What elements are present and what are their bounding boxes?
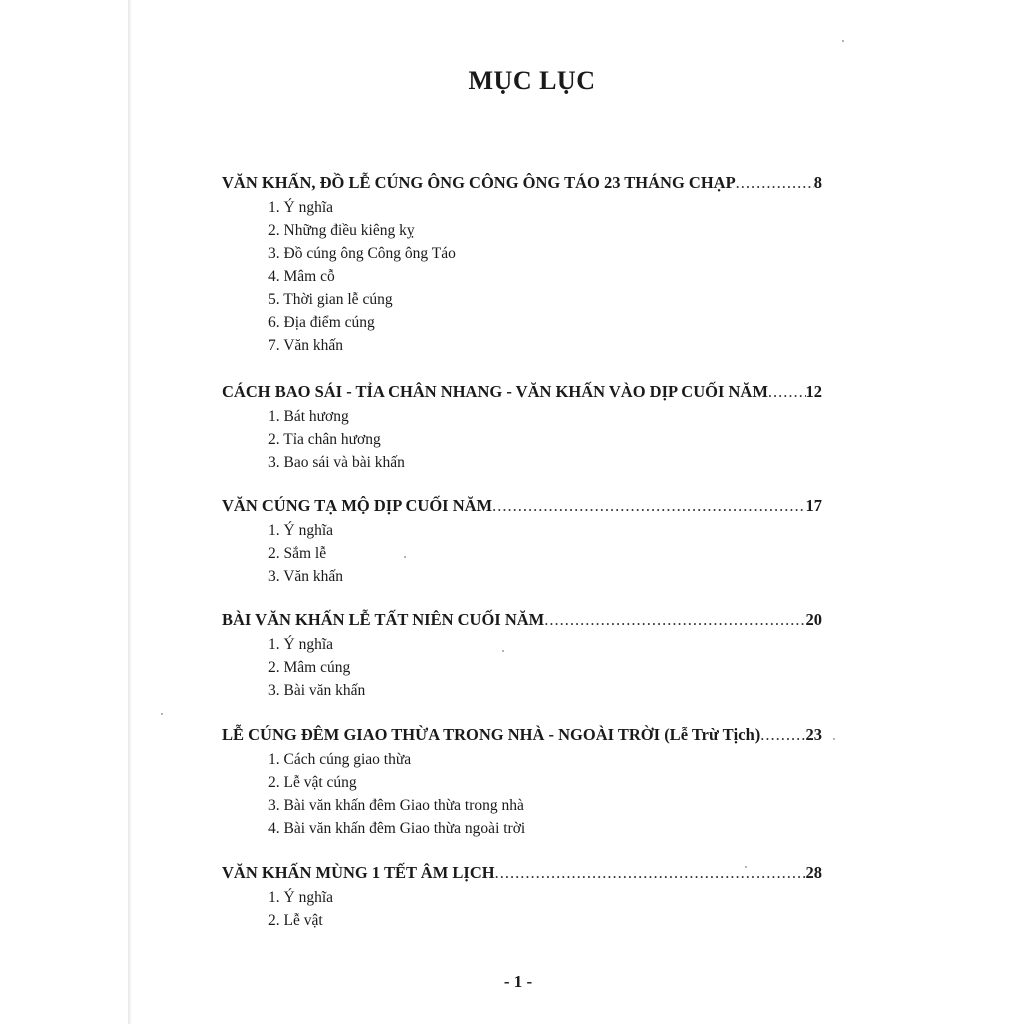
toc-item: 2. Những điều kiêng kỵ: [268, 222, 415, 239]
toc-page-number: 17: [805, 496, 822, 515]
scan-speck: [833, 738, 835, 740]
toc-item-list: [222, 519, 822, 588]
toc-item: 1. Ý nghĩa: [268, 199, 334, 216]
toc-heading: [222, 862, 822, 884]
toc-item: 1. Cách cúng giao thừa: [268, 751, 412, 768]
toc-heading: [222, 724, 822, 746]
toc-item-list: [222, 405, 822, 474]
toc-item-list: [222, 196, 822, 357]
toc-item: 2. Tỉa chân hương: [268, 431, 381, 448]
toc-section: [222, 495, 822, 588]
scan-speck: [404, 556, 406, 558]
toc-heading: [222, 172, 822, 194]
toc-item: 1. Ý nghĩa: [268, 636, 334, 653]
scan-speck: [161, 713, 163, 715]
toc-page-number: 28: [805, 863, 822, 882]
page-title: MỤC LỤC: [468, 66, 596, 95]
toc-section: [222, 609, 822, 702]
toc-item: 1. Ý nghĩa: [268, 522, 334, 539]
toc-page-number: 12: [805, 382, 822, 401]
scan-speck: [842, 40, 844, 42]
toc-item: 6. Địa điểm cúng: [268, 314, 375, 331]
toc-heading: [222, 381, 822, 403]
page-number-footer: - 1 -: [503, 972, 533, 991]
toc-item: 2. Sắm lễ: [268, 545, 327, 562]
scan-speck: [502, 650, 504, 652]
toc-page-number: 8: [813, 173, 822, 192]
toc-item: 4. Bài văn khấn đêm Giao thừa ngoài trời: [268, 820, 526, 837]
toc-section: [222, 724, 822, 840]
toc-item: 3. Bao sái và bài khấn: [268, 454, 405, 471]
toc-leader: [736, 172, 814, 194]
toc-item: 1. Ý nghĩa: [268, 889, 334, 906]
toc-heading-text: VĂN KHẤN MÙNG 1 TẾT ÂM LỊCH: [222, 863, 495, 882]
toc-leader: [760, 724, 805, 746]
toc-section: [222, 381, 822, 474]
toc-item: 3. Bài văn khấn: [268, 682, 366, 699]
toc-page-number: 20: [805, 610, 822, 629]
toc-leader: [495, 862, 806, 884]
toc-heading: [222, 495, 822, 517]
page-edge-shadow: [128, 0, 132, 1024]
toc-item: 5. Thời gian lễ cúng: [268, 291, 393, 308]
toc-item-list: [222, 633, 822, 702]
toc-heading-text: BÀI VĂN KHẤN LỄ TẤT NIÊN CUỐI NĂM: [222, 610, 545, 629]
scan-speck: [745, 866, 747, 868]
toc-section: [222, 172, 822, 357]
toc-item: 3. Đồ cúng ông Công ông Táo: [268, 245, 456, 262]
toc-item: 4. Mâm cỗ: [268, 268, 335, 285]
toc-item: 3. Văn khấn: [268, 568, 344, 585]
toc-heading-text: VĂN CÚNG TẠ MỘ DỊP CUỐI NĂM: [222, 496, 493, 515]
toc-heading-text: LỄ CÚNG ĐÊM GIAO THỪA TRONG NHÀ - NGOÀI TRỜI (Lễ Trừ Tịch): [222, 725, 761, 744]
toc-page-number: 23: [805, 725, 822, 744]
toc-heading-text: CÁCH BAO SÁI - TỈA CHÂN NHANG - VĂN KHẤN VÀO DỊP CUỐI NĂM: [222, 382, 768, 401]
toc-item: 2. Lễ vật cúng: [268, 774, 357, 791]
toc-leader: [768, 381, 806, 403]
toc-heading: [222, 609, 822, 631]
toc-leader: [544, 609, 805, 631]
toc-item-list: [222, 748, 822, 840]
toc-item-list: [222, 886, 822, 932]
toc-item: 7. Văn khấn: [268, 337, 344, 354]
toc-item: 1. Bát hương: [268, 408, 349, 425]
toc-item: 3. Bài văn khấn đêm Giao thừa trong nhà: [268, 797, 524, 814]
toc-item: 2. Lễ vật: [268, 912, 323, 929]
toc-leader: [492, 495, 805, 517]
toc-heading-text: VĂN KHẤN, ĐỒ LỄ CÚNG ÔNG CÔNG ÔNG TÁO 23 THÁNG CHẠP: [222, 173, 736, 192]
toc-item: 2. Mâm cúng: [268, 659, 351, 676]
toc-section: [222, 862, 822, 932]
